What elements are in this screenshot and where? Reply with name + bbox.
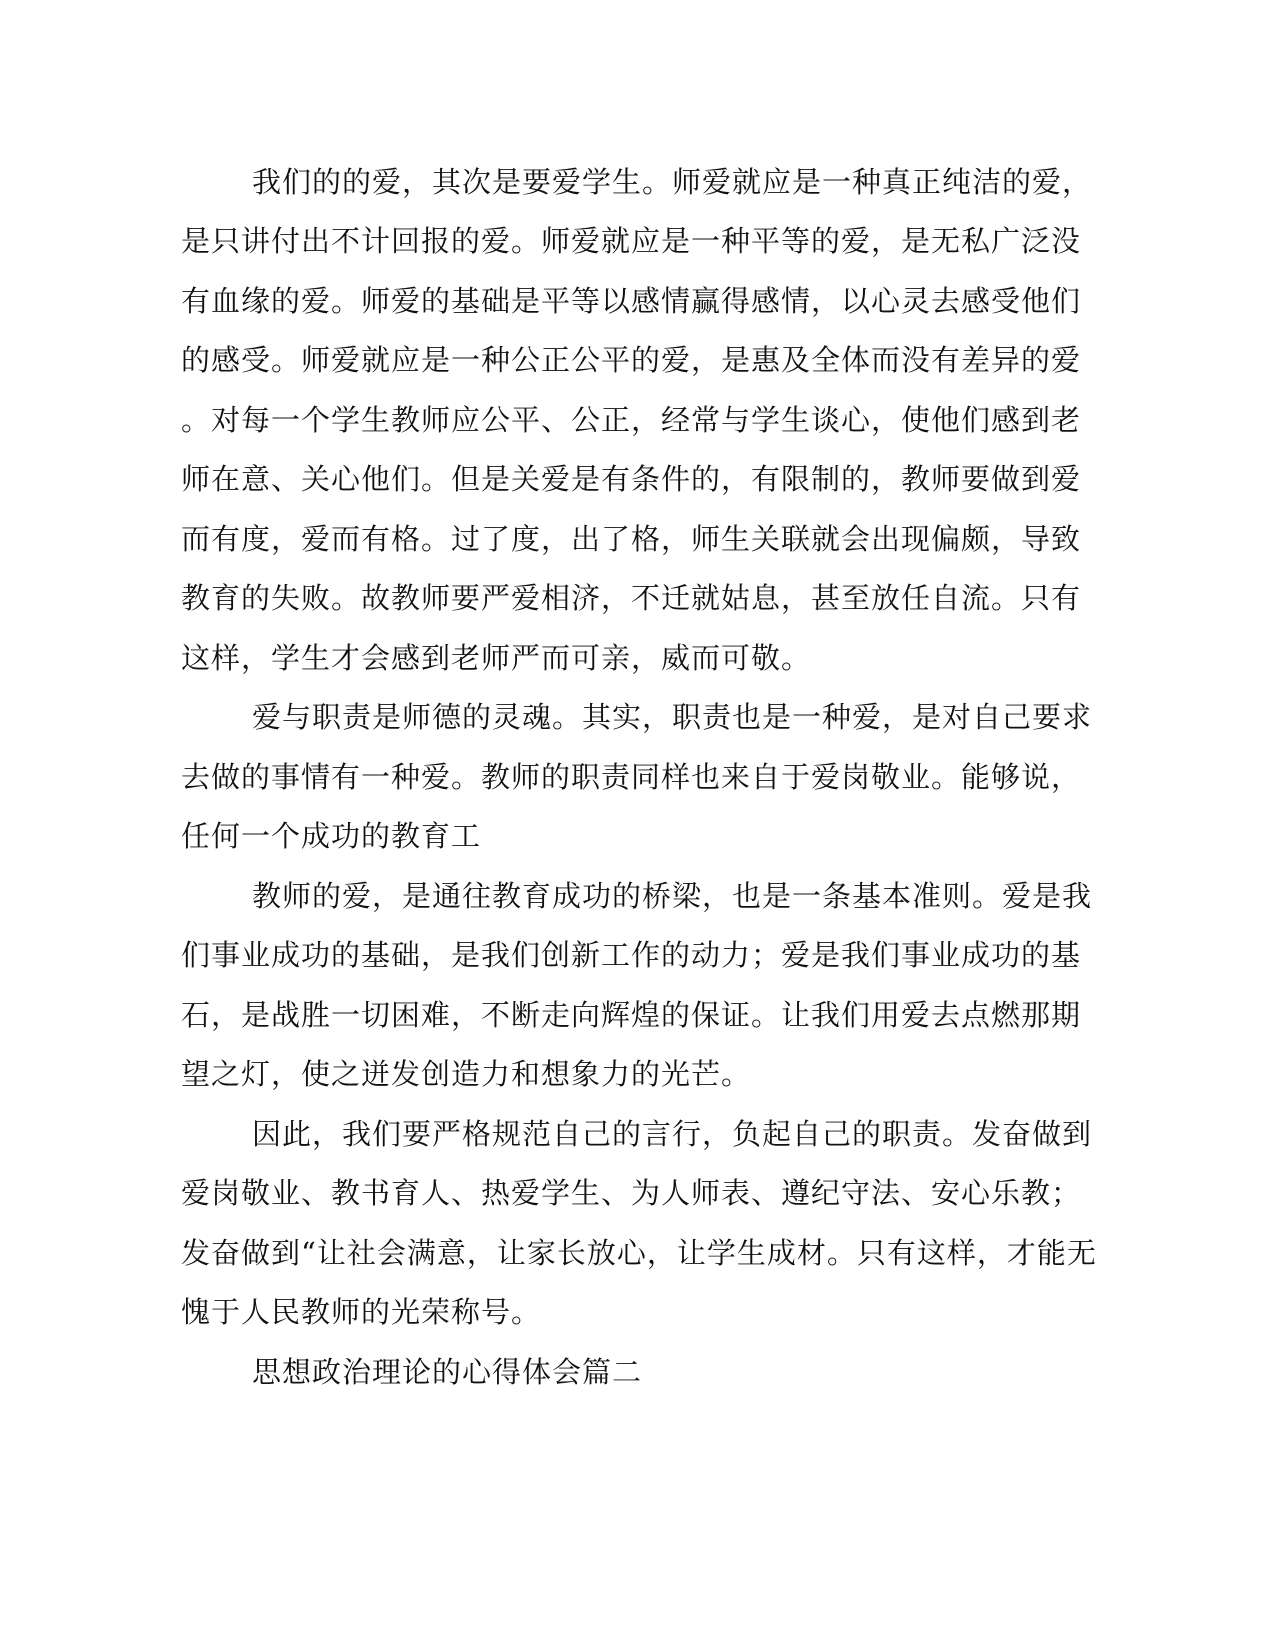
paragraph-1-line-8: 教育的失败。故教师要严爱相济，不迁就姑息，甚至放任自流。只有	[181, 581, 1082, 615]
paragraph-4-line-1: 因此，我们要严格规范自己的言行，负起自己的职责。发奋做到	[252, 1117, 1093, 1151]
paragraph-1-line-6: 师在意、关心他们。但是关爱是有条件的，有限制的，教师要做到爱	[181, 462, 1082, 496]
paragraph-3-line-3: 石，是战胜一切困难，不断走向辉煌的保证。让我们用爱去点燃那期	[181, 998, 1082, 1032]
paragraph-1-line-7: 而有度，爱而有格。过了度，出了格，师生关联就会出现偏颇，导致	[181, 522, 1082, 556]
paragraph-1-line-3: 有血缘的爱。师爱的基础是平等以感情赢得感情，以心灵去感受他们	[181, 284, 1082, 318]
paragraph-1-line-4: 的感受。师爱就应是一种公正公平的爱，是惠及全体而没有差异的爱	[181, 343, 1082, 377]
paragraph-1-line-2: 是只讲付出不计回报的爱。师爱就应是一种平等的爱，是无私广泛没	[181, 224, 1082, 258]
paragraph-1-line-9: 这样，学生才会感到老师严而可亲，威而可敬。	[181, 641, 812, 675]
paragraph-4-line-2: 爱岗敬业、教书育人、热爱学生、为人师表、遵纪守法、安心乐教；	[181, 1176, 1082, 1210]
section-heading: 思想政治理论的心得体会篇二	[252, 1355, 643, 1389]
paragraph-3-line-1: 教师的爱，是通往教育成功的桥梁，也是一条基本准则。爱是我	[252, 879, 1093, 913]
paragraph-3-line-2: 们事业成功的基础，是我们创新工作的动力；爱是我们事业成功的基	[181, 938, 1082, 972]
paragraph-2-line-2: 去做的事情有一种爱。教师的职责同样也来自于爱岗敬业。能够说，	[181, 760, 1082, 794]
paragraph-2-line-1: 爱与职责是师德的灵魂。其实，职责也是一种爱，是对自己要求	[252, 700, 1093, 734]
paragraph-4-line-4: 愧于人民教师的光荣称号。	[181, 1295, 542, 1329]
paragraph-3-line-4: 望之灯，使之迸发创造力和想象力的光芒。	[181, 1057, 752, 1091]
paragraph-2-line-3: 任何一个成功的教育工	[181, 819, 482, 853]
paragraph-1-line-5: 。对每一个学生教师应公平、公正，经常与学生谈心，使他们感到老	[181, 403, 1082, 437]
paragraph-1-line-1: 我们的的爱，其次是要爱学生。师爱就应是一种真正纯洁的爱，	[252, 165, 1093, 199]
paragraph-4-line-3: 发奋做到“让社会满意，让家长放心，让学生成材。只有这样，才能无	[181, 1236, 1097, 1270]
